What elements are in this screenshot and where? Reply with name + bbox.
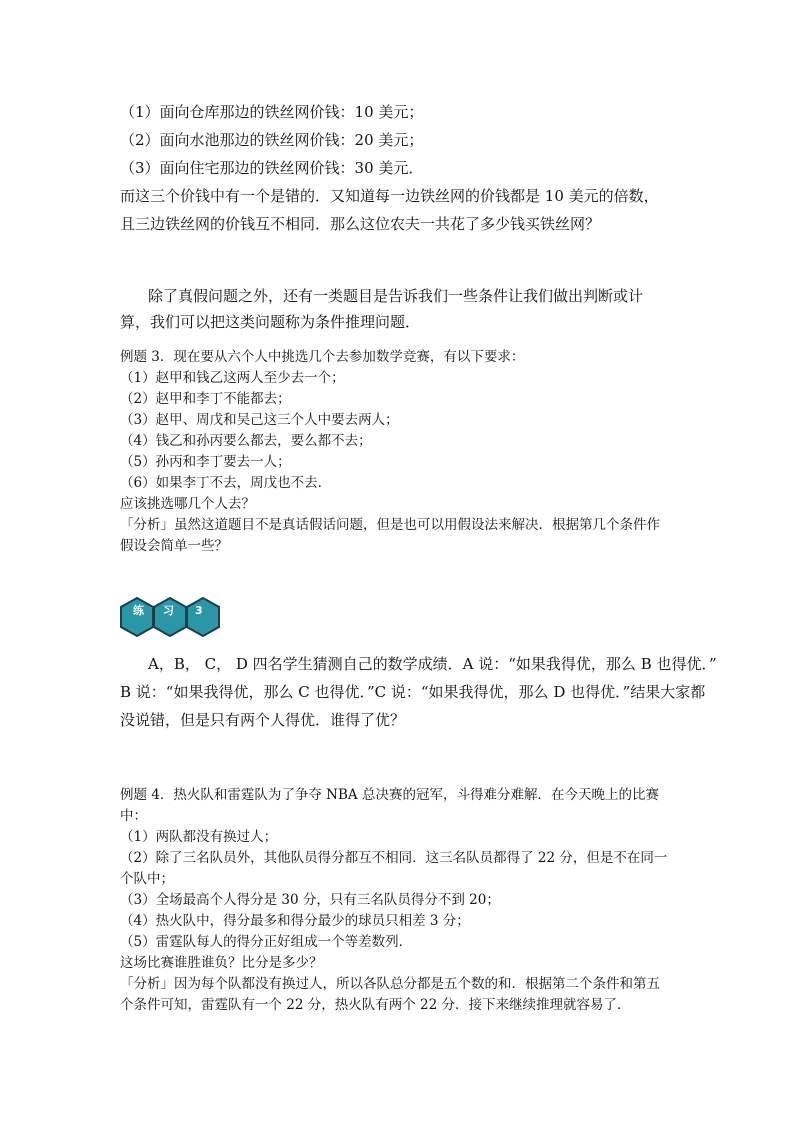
example4-condition-4: （4）热火队中，得分最多和得分最少的球员只相差 3 分； (120, 913, 470, 929)
practice3-line-2: B 说：“如果我得优，那么 C 也得优．”C 说：“如果我得优，那么 D 也得优．”结果大家都 (120, 683, 706, 701)
example3-condition-6: （6）如果李丁不去，周戊也不去． (120, 475, 332, 491)
practice-badge (119, 596, 223, 640)
practice3-line-3: 没说错，但是只有两个人得优．谁得了优？ (120, 711, 406, 729)
example4-condition-3: （3）全场最高个人得分是 30 分，只有三名队员得分不到 20； (120, 892, 500, 908)
example4-question: 这场比赛谁胜谁负？比分是多少？ (120, 955, 323, 971)
example3-title: 例题 3．现在要从六个人中挑选几个去参加数学竞赛，有以下要求： (120, 349, 525, 365)
example3-analysis-line-2: 假设会简单一些？ (120, 538, 228, 554)
badge-char-2: 习 (163, 604, 174, 617)
example4-analysis-line-2: 个条件可知，雷霆队有一个 22 分，热火队有两个 22 分．接下来继续推理就容易了． (120, 997, 631, 1013)
example3-condition-2: （2）赵甲和李丁不能都去； (120, 391, 291, 407)
price-item-house: （3）面向住宅那边的铁丝网价钱：30 美元． (120, 159, 424, 177)
practice3-line-1: A，B， C， D 四名学生猜测自己的数学成绩．A 说：“如果我得优，那么 B 也得优．” (148, 655, 717, 673)
example3-condition-5: （5）孙丙和李丁要去一人； (120, 454, 291, 470)
problem-text-line-2: 且三边铁丝网的价钱互不相同．那么这位农夫一共花了多少钱买铁丝网？ (120, 215, 601, 233)
price-item-warehouse: （1）面向仓库那边的铁丝网价钱：10 美元； (120, 103, 424, 121)
price-item-pond: （2）面向水池那边的铁丝网价钱：20 美元； (120, 131, 424, 149)
example4-analysis-line-1: 「分析」因为每个队都没有换过人，所以各队总分都是五个数的和．根据第二个条件和第五 (120, 976, 660, 992)
example3-condition-4: （4）钱乙和孙丙要么都去，要么都不去； (120, 433, 372, 449)
example4-title-line-2: 中： (120, 808, 147, 824)
example4-condition-1: （1）两队都没有换过人； (120, 829, 278, 845)
intro-line-2: 算，我们可以把这类问题称为条件推理问题． (120, 313, 421, 331)
intro-line-1: 除了真假问题之外，还有一类题目是告诉我们一些条件让我们做出判断或计 (148, 287, 644, 305)
example4-title-line-1: 例题 4．热火队和雷霆队为了争夺 NBA 总决赛的冠军，斗得难分难解．在今天晚上的比赛 (120, 787, 659, 803)
example4-condition-2: （2）除了三名队员外，其他队员得分都互不相同．这三名队员都得了 22 分，但是不在同一 (120, 850, 668, 866)
hexagon-badge-icon (119, 596, 223, 640)
problem-text-line-1: 而这三个价钱中有一个是错的．又知道每一边铁丝网的价钱都是 10 美元的倍数， (120, 187, 659, 205)
example4-condition-2-cont: 个队中； (120, 871, 174, 887)
example3-analysis-line-1: 「分析」虽然这道题目不是真话假话问题，但是也可以用假设法来解决．根据第几个条件作 (120, 517, 660, 533)
example3-question: 应该挑选哪几个人去？ (120, 496, 255, 512)
example3-condition-1: （1）赵甲和钱乙这两人至少去一个； (120, 370, 345, 386)
example4-condition-5: （5）雷霆队每人的得分正好组成一个等差数列． (120, 934, 413, 950)
badge-char-3: 3 (195, 604, 203, 617)
badge-char-1: 练 (133, 604, 144, 617)
example3-condition-3: （3）赵甲、周戊和吴己这三个人中要去两人； (120, 412, 399, 428)
